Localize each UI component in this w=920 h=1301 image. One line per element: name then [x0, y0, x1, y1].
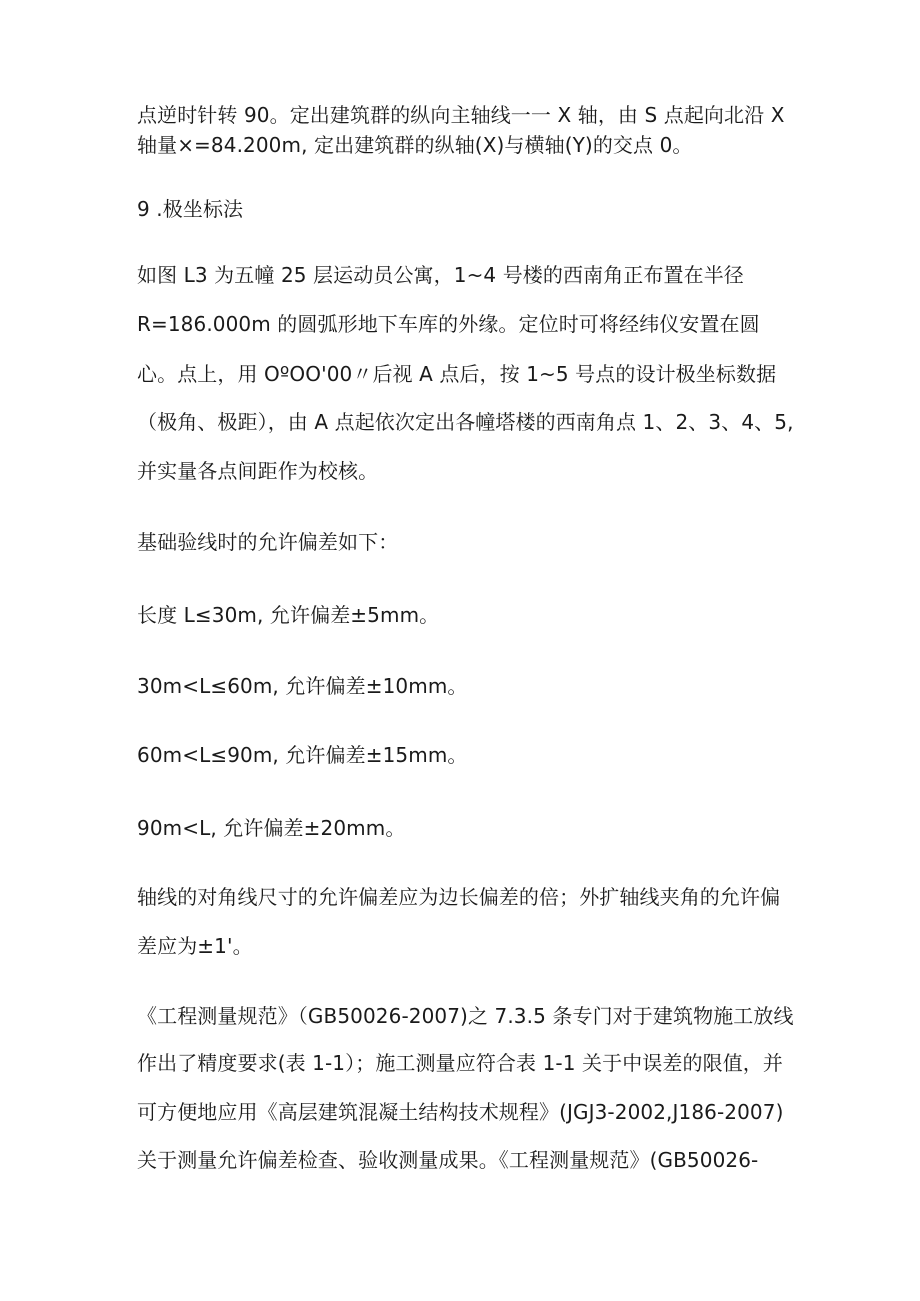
section-heading: 9 .极坐标法	[137, 197, 244, 221]
text-line: 60m<L≤90m, 允许偏差±15mm。	[137, 743, 468, 767]
text-line: 90m<L, 允许偏差±20mm。	[137, 816, 406, 840]
text-line: 长度 L≤30m, 允许偏差±5mm。	[137, 603, 440, 627]
text-line: 轴量×=84.200m, 定出建筑群的纵轴(X)与横轴(Y)的交点 0。	[137, 133, 693, 157]
text-line: （极角、极距），由 A 点起依次定出各幢塔楼的西南角点 1、2、3、4、5,	[137, 410, 794, 434]
text-line: 如图 L3 为五幢 25 层运动员公寓，1~4 号楼的西南角正布置在半径	[137, 263, 744, 287]
text-line: 点逆时针转 90。定出建筑群的纵向主轴线一一 X 轴，由 S 点起向北沿 X	[137, 103, 785, 127]
text-line: 可方便地应用《高层建筑混凝土结构技术规程》(JGJ3-2002,J186-2007)	[137, 1100, 784, 1124]
text-line: 30m<L≤60m, 允许偏差±10mm。	[137, 674, 468, 698]
text-line: 轴线的对角线尺寸的允许偏差应为边长偏差的倍；外扩轴线夹角的允许偏	[137, 885, 781, 909]
text-line: 关于测量允许偏差检查、验收测量成果。《工程测量规范》(GB50026-	[137, 1148, 759, 1172]
text-line: 《工程测量规范》（GB50026-2007)之 7.3.5 条专门对于建筑物施工放线	[137, 1004, 794, 1028]
text-line: R=186.000m 的圆弧形地下车库的外缘。定位时可将经纬仪安置在圆	[137, 312, 760, 336]
text-line: 心。点上，用 OºOO'00〃后视 A 点后，按 1~5 号点的设计极坐标数据	[137, 362, 777, 386]
text-line: 作出了精度要求(表 1-1）；施工测量应符合表 1-1 关于中误差的限值，并	[137, 1051, 784, 1075]
text-line: 并实量各点间距作为校核。	[137, 459, 379, 483]
text-line: 差应为±1'。	[137, 934, 253, 958]
text-line: 基础验线时的允许偏差如下：	[137, 530, 399, 554]
